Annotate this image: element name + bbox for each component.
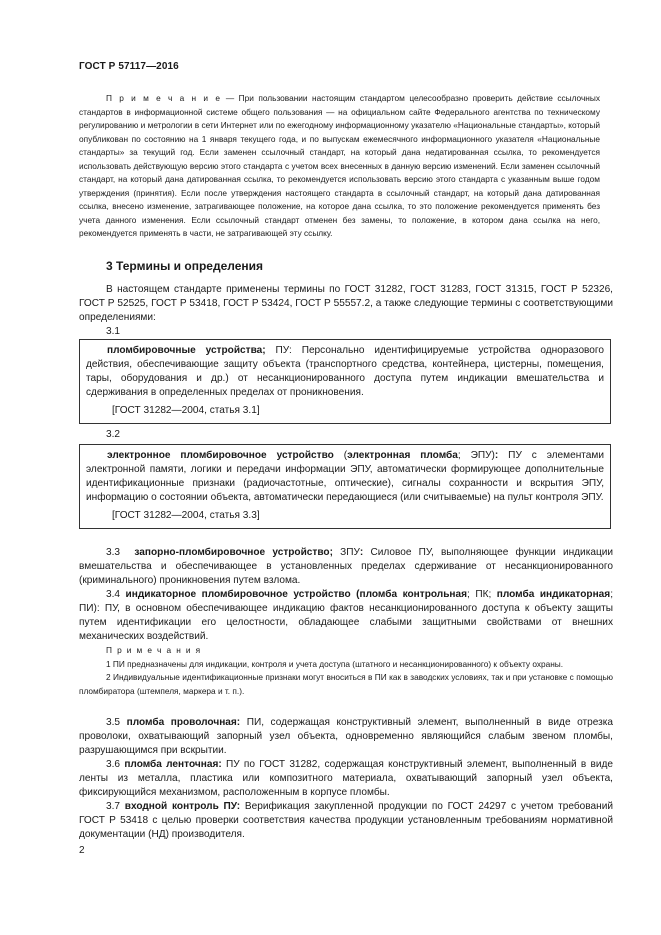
term-paragraph-3-5: 3.5 пломба проволочная: ПИ, содержащая конструктивный элемент, выполненный в виде отрезка проволоки, охватывающий запорный узел объекта, одновременно являющийся слабым звеном пломбы, разрушающимся при вскрытии. [79,717,613,756]
term-paragraph-3-7: 3.7 входной контроль ПУ: Верификация закупленной продукции по ГОСТ 24297 с учетом требований ГОСТ Р 53418 с целью проверки соответствия качества продукции установленным требованиям нормативной документации (НД) производителя. [79,801,613,840]
section-title: 3 Термины и определения [106,259,264,273]
term-paragraph-3-4: 3.4 индикаторное пломбировочное устройство (пломба контрольная; ПК; пломба индикаторная; ПИ): ПУ, в основном обеспечивающее индикацию фактов несанкционированного доступа к объекту защиты путем идентификации его целостности, обладающее слабыми защитными свойствами от внешних механических воздействий. [79,589,613,642]
notes-block [79,644,613,698]
note-2: 2 Индивидуальные идентификационные признаки могут вноситься в ПИ как в заводских условиях, так и при установке с помощью пломбиратора (штемпеля, маркера и т. п.). [79,672,613,696]
term-number-3-2: 3.2 [106,429,121,440]
section-intro: В настоящем стандарте применены термины по ГОСТ 31282, ГОСТ 31283, ГОСТ 31315, ГОСТ Р 52326, ГОСТ Р 52525, ГОСТ Р 53418, ГОСТ Р 53424, ГОСТ Р 55557.2, а также следующие термины с соответствующими определениями: [79,284,613,323]
terms-3-3-3-4-block [79,546,613,644]
term-paragraph-3-6: 3.6 пломба ленточная: ПУ по ГОСТ 31282, содержащая конструктивный элемент, выполненный в виде ленты из металла, пластика или композитного материала, охватывающий запорный узел объекта, фиксирующийся механизмом, расположенным в корпусе пломбы. [79,759,614,798]
definition-3-3: Силовое ПУ, выполняющее функции индикации вмешательства и обеспечивающее в установленных пределах сдерживание от несанкционированного (криминального) проникновения путем взлома. [79,547,614,586]
document-header: ГОСТ Р 57117—2016 [79,61,179,72]
term-box-3-1 [79,339,611,424]
terms-3-5-3-7-block [79,716,613,842]
section-intro-block [79,283,613,339]
term-3-1: пломбировочные устройства; [107,345,266,356]
page-number: 2 [79,845,85,856]
reference-3-1: [ГОСТ 31282—2004, статья 3.1] [112,405,260,416]
definition-3-2: ПУ с элементами электронной памяти, логики и передачи информации ЭПУ, автоматически формирующее дополнительные идентификационные признаки (радиочастотные, оптические), сигналы сохранности и вскрытия ЭПУ, информацию о состоянии объекта, автоматически передающиеся (или считываемые) на пульт контроля ЭПУ. [86,450,604,503]
term-3-3: запорно-пломбировочное устройство; [134,547,333,558]
term-3-2-alt: электронная пломба [347,450,458,461]
term-3-5: пломба проволочная: [126,717,241,728]
term-paragraph-3-3: 3.3 запорно-пломбировочное устройство; ЗПУ: Силовое ПУ, выполняющее функции индикации вмешательства и обеспечивающее в установленных пределах сдерживание от несанкционированного (криминального) проникновения путем взлома. [79,547,614,586]
definition-3-1: ПУ: Персонально идентифицируемые устройства одноразового действия, обеспечивающие защиту объекта (транспортного средства, контейнера, цистерны, помещения, тары, оборудования и др.) от несанкционированного доступа путем индикации вмешательства и сдерживания в определенных пределах от проникновения. [86,345,604,398]
definition-3-4: ): ПУ, в основном обеспечивающее индикацию фактов несанкционированного доступа к объекту защиты путем идентификации его целостности, обладающее слабыми защитными свойствами от внешних механических воздействий. [79,603,613,642]
note-label: П р и м е ч а н и е [106,93,222,103]
reference-note [79,92,600,241]
term-3-6: пломба ленточная: [124,759,222,770]
term-3-4: индикаторное пломбировочное устройство (пломба контрольная [125,589,468,600]
term-3-4-alt: пломба индикаторная [496,589,611,600]
note-1: 1 ПИ предназначены для индикации, контроля и учета доступа (штатного и несанкционированного) к объекту охраны. [106,658,564,669]
term-3-2: электронное пломбировочное устройство [107,450,334,461]
term-box-3-2: электронное пломбировочное устройство (электронная пломба; ЭПУ): ПУ с элементами электронной памяти, логики и передачи информации ЭПУ, автоматически формирующее дополнительные идентификационные признаки (радиочастотные, оптические), сигналы сохранности и вскрытия ЭПУ, информацию о состоянии объекта, автоматически передающиеся (или считываемые) на пульт контроля ЭПУ. [ГОСТ 31282—2004, статья 3.3] [79,444,611,529]
term-3-7: входной контроль ПУ: [124,801,241,812]
notes-label: П р и м е ч а н и я [106,645,202,655]
reference-3-2: [ГОСТ 31282—2004, статья 3.3] [112,510,260,521]
note-text: — При пользовании настоящим стандартом целесообразно проверить действие ссылочных стандартов в информационной системе общего пользования — на официальном сайте Федерального агентства по техническому регулированию и метрологии в сети Интернет или по ежегодному информационному указателю «Национальные стандарты», который опубликован по состоянию на 1 января текущего года, и по выпускам ежемесячного информационного указателя «Национальные стандарты» за текущий год. Если заменен ссылочный стандарт, на который дана недатированная ссылка, то рекомендуется использовать действующую версию этого стандарта с учетом всех внесенных в данную версию изменений. Если заменен ссылочный стандарт, на который дана датированная ссылка, то рекомендуется использовать версию этого стандарта с указанным выше годом утверждения (принятия). Если после утверждения настоящего стандарта в ссылочный стандарт, на который дана датированная ссылка, внесено изменение, затрагивающее положение, на которое дана ссылка, то это положение рекомендуется применять без учета данного изменения. Если ссылочный стандарт отменен без замены, то положение, в котором дана ссылка на него, рекомендуется применять в части, не затрагивающей эту ссылку. [79,93,600,238]
definition-3-6: ПУ по ГОСТ 31282, содержащая конструктивный элемент, выполненный в виде ленты из металла, пластика или композитного материала, охватывающий запорный узел объекта, фиксирующийся механизмом, расположенным в корпусе пломбы. [79,759,614,798]
definition-3-7: Верификация закупленной продукции по ГОСТ 24297 с учетом требований ГОСТ Р 53418 с целью проверки соответствия качества продукции установленным требованиям нормативной документации (НД) производителя. [79,801,613,840]
term-number-3-1: 3.1 [106,326,121,337]
term-number-block-3-2 [79,428,613,442]
definition-3-5: ПИ, содержащая конструктивный элемент, выполненный в виде отрезка проволоки, охватывающий запорный узел объекта, одновременно являющийся слабым звеном пломбы, разрушающимся при вскрытии. [79,717,613,756]
